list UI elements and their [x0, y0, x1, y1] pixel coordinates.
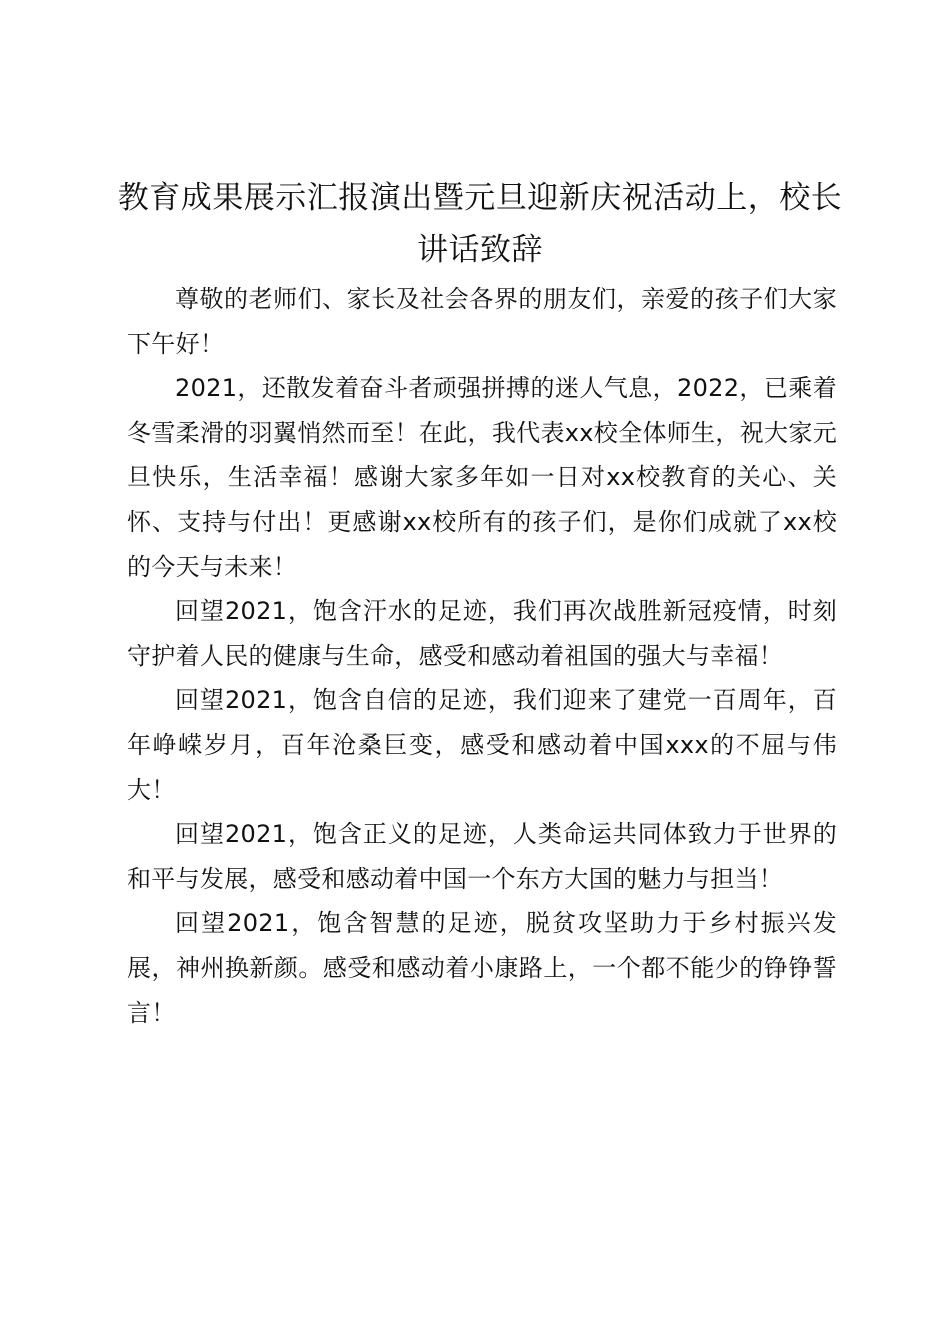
- paragraph-review-poverty: 回望2021，饱含智慧的足迹，脱贫攻坚助力于乡村振兴发展，神州换新颜。感受和感动着小康路上，一个都不能少的铮铮誓言！: [127, 909, 837, 1027]
- paragraph-review-pandemic: 回望2021，饱含汗水的足迹，我们再次战胜新冠疫情，时刻守护着人民的健康与生命，感受和感动着祖国的强大与幸福！: [127, 597, 837, 670]
- paragraph-greeting: 尊敬的老师们、家长及社会各界的朋友们，亲爱的孩子们大家下午好！: [127, 285, 837, 358]
- paragraph-review-centenary: 回望2021，饱含自信的足迹，我们迎来了建党一百周年，百年峥嵘岁月，百年沧桑巨变，感受和感动着中国xxx的不屈与伟大！: [127, 686, 837, 804]
- paragraph-review-peace: 回望2021，饱含正义的足迹，人类命运共同体致力于世界的和平与发展，感受和感动着中国一个东方大国的魅力与担当！: [127, 820, 837, 893]
- document-title: 教育成果展示汇报演出暨元旦迎新庆祝活动上，校长讲话致辞: [117, 180, 843, 268]
- paragraph-new-year-wishes: 2021，还散发着奋斗者顽强拼搏的迷人气息，2022，已乘着冬雪柔滑的羽翼悄然而至！在此，我代表xx校全体师生，祝大家元旦快乐，生活幸福！感谢大家多年如一日对xx校教育的关心、关怀、支持与付出！更感谢xx校所有的孩子们，是你们成就了xx校的今天与未来！: [127, 374, 837, 581]
- document-body: [127, 277, 837, 1035]
